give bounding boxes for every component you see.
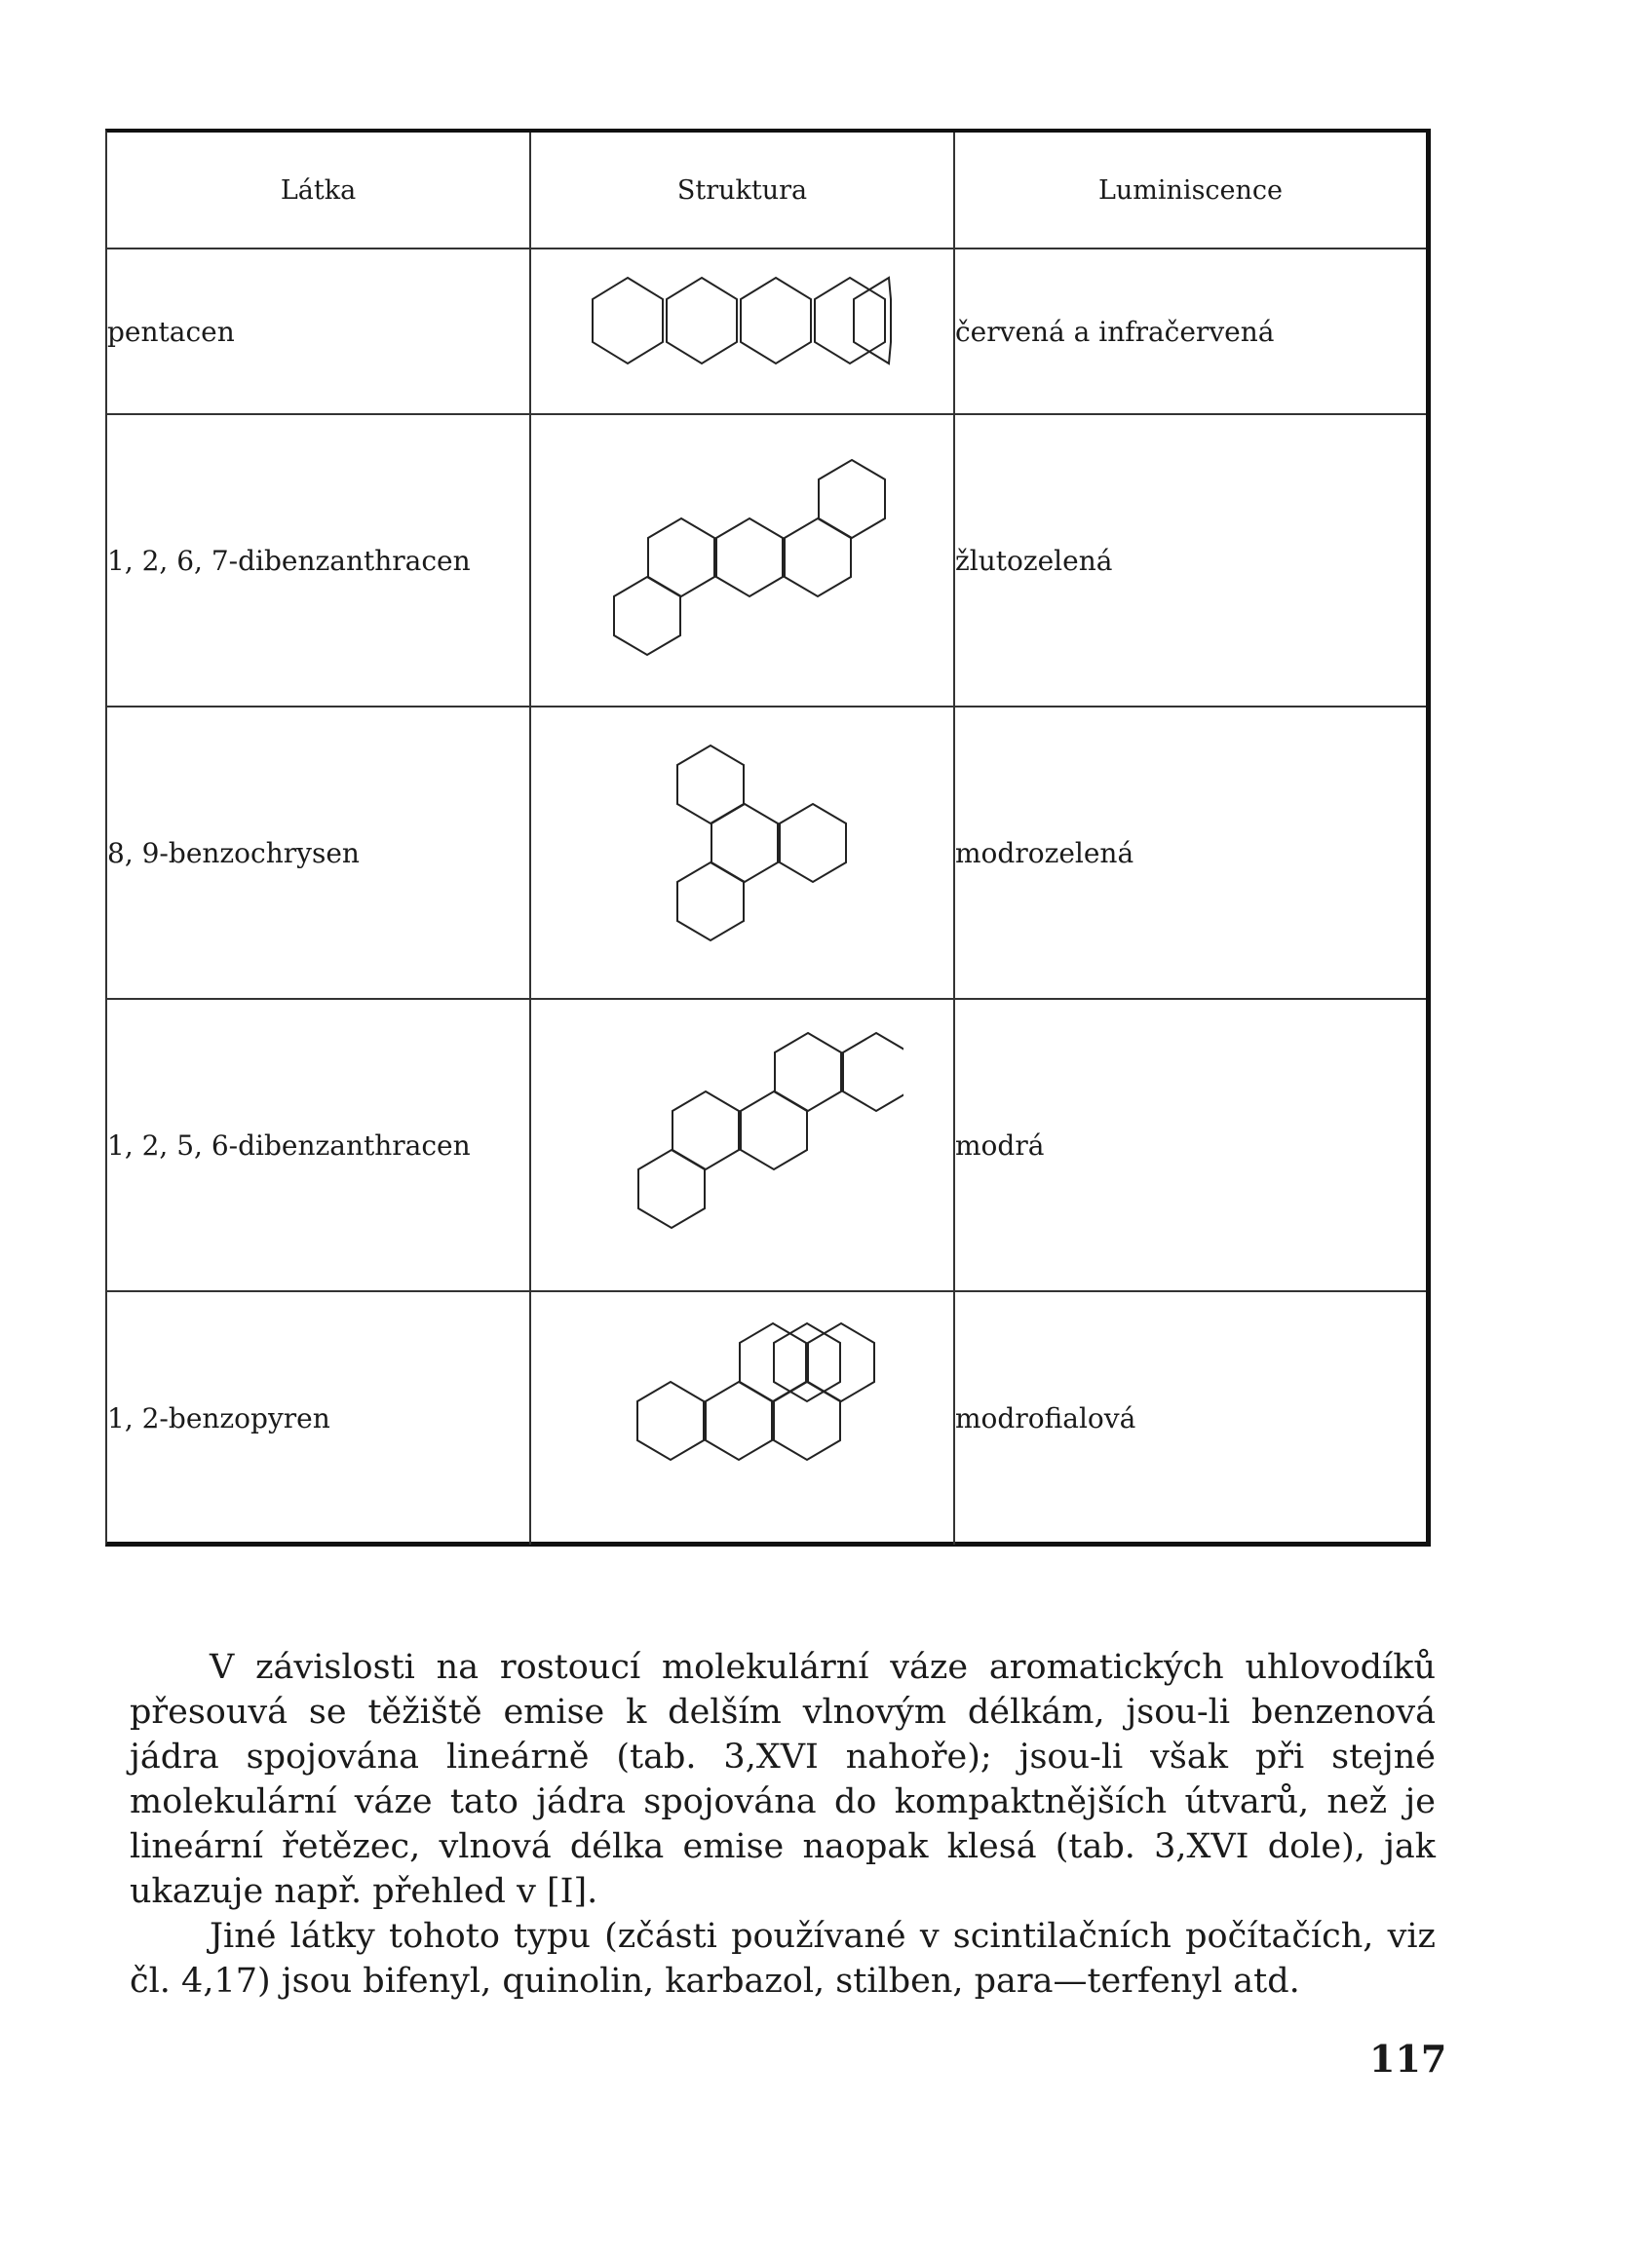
substance-name: 1, 2, 5, 6-dibenzanthracen [107,999,530,1291]
structure-cell [530,707,954,999]
luminescence-table-frame [105,129,1431,1547]
benzopyrene-structure-icon [582,1302,903,1536]
header-luminescence: Luminiscence [954,133,1426,249]
luminescence-value: červená a infračervená [954,249,1426,414]
benzochrysene-structure-icon [596,716,889,989]
header-structure: Struktura [530,133,954,249]
header-substance: Látka [280,174,357,206]
table-row [107,249,1426,414]
paragraph: V závislosti na rostoucí molekulární váze aromatických uhlovodíků přesouvá se těžiště emise k delším vlnovým délkám, jsou-li benzenová jádra spojována lineárně (tab. 3,XVI nahoře); jsou-li však při stejné molekulární váze tato jádra spojována do kompaktnějších útvarů, než je lineární řetězec, vlnová délka emise naopak klesá (tab. 3,XVI dole), jak ukazuje např. přehled v [I]. [130,1648,1436,1911]
dibenzanthracene-1267-structure-icon [582,429,903,692]
substance-name: 1, 2-benzopyren [107,1291,530,1545]
page-number: 117 [1369,2037,1447,2081]
luminescence-value: žlutozelená [954,414,1426,707]
table-header-row [107,133,1426,249]
substance-name: 1, 2, 6, 7-dibenzanthracen [107,414,530,707]
structure-cell [530,999,954,1291]
structure-cell [530,1291,954,1545]
structure-cell [530,414,954,707]
table-row [107,1291,1426,1545]
structure-cell [530,249,954,414]
substance-name: 8, 9-benzochrysen [107,707,530,999]
body-text [130,1645,1436,2004]
table-row [107,414,1426,707]
table-row [107,999,1426,1291]
luminescence-value: modrozelená [954,707,1426,999]
table-row [107,707,1426,999]
pentacene-structure-icon [557,263,928,400]
luminescence-value: modrofialová [954,1291,1426,1545]
paragraph: Jiné látky tohoto typu (zčásti používané v scintilačních počítačích, viz čl. 4,17) jsou bifenyl, quinolin, karbazol, stilben, para—terfenyl atd. [130,1917,1436,2001]
luminescence-table [107,133,1426,1545]
luminescence-value: modrá [954,999,1426,1291]
substance-name: pentacen [107,249,530,414]
dibenzanthracene-1256-structure-icon [582,1013,903,1277]
